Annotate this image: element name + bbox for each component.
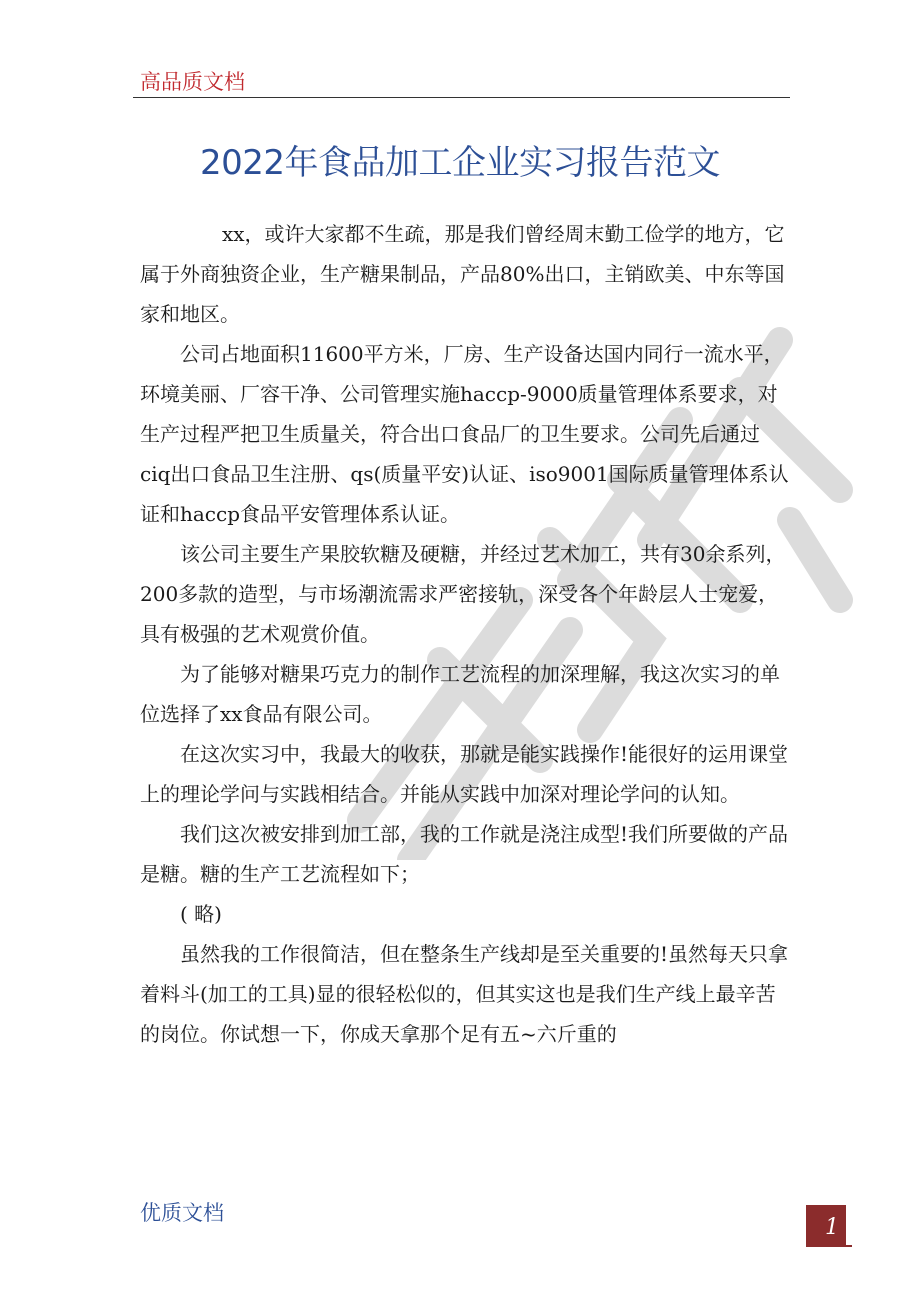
header-divider [133, 97, 790, 98]
body-paragraph: ( 略) [180, 902, 222, 926]
page-badge-underline [806, 1245, 852, 1247]
header-label: 高品质文档 [140, 70, 245, 94]
body-paragraph: 该公司主要生产果胶软糖及硬糖，并经过艺术加工，共有30余系列，200多款的造型，与市场潮流需求严密接轨，深受各个年龄层人士宠爱，具有极强的艺术观赏价值。 [140, 542, 786, 646]
footer-label: 优质文档 [140, 1201, 224, 1225]
body-paragraph: 我们这次被安排到加工部，我的工作就是浇注成型!我们所要做的产品是糖。糖的生产工艺流程如下； [140, 822, 789, 886]
body-paragraph: 为了能够对糖果巧克力的制作工艺流程的加深理解，我这次实习的单位选择了xx食品有限公司。 [140, 662, 780, 726]
document-body [140, 214, 790, 1054]
body-paragraph: xx，或许大家都不生疏，那是我们曾经周末勤工俭学的地方，它属于外商独资企业，生产糖果制品，产品80%出口，主销欧美、中东等国家和地区。 [140, 222, 785, 326]
document-title: 2022年食品加工企业实习报告范文 [199, 143, 721, 183]
page-number-badge: 1 [806, 1205, 846, 1245]
body-paragraph: 虽然我的工作很简洁，但在整条生产线却是至关重要的!虽然每天只拿着料斗(加工的工具)显的很轻松似的，但其实这也是我们生产线上最辛苦的岗位。你试想一下，你成天拿那个足有五~六斤重的 [140, 942, 789, 1046]
body-paragraph: 在这次实习中，我最大的收获，那就是能实践操作!能很好的运用课堂上的理论学问与实践相结合。并能从实践中加深对理论学问的认知。 [140, 742, 789, 806]
body-paragraph: 公司占地面积11600平方米，厂房、生产设备达国内同行一流水平，环境美丽、厂容干净、公司管理实施haccp-9000质量管理体系要求，对生产过程严把卫生质量关，符合出口食品厂的卫生要求。公司先后通过ciq出口食品卫生注册、qs(质量平安)认证、iso9001国际质量管理体系认证和haccp食品平安管理体系认证。 [140, 342, 789, 526]
